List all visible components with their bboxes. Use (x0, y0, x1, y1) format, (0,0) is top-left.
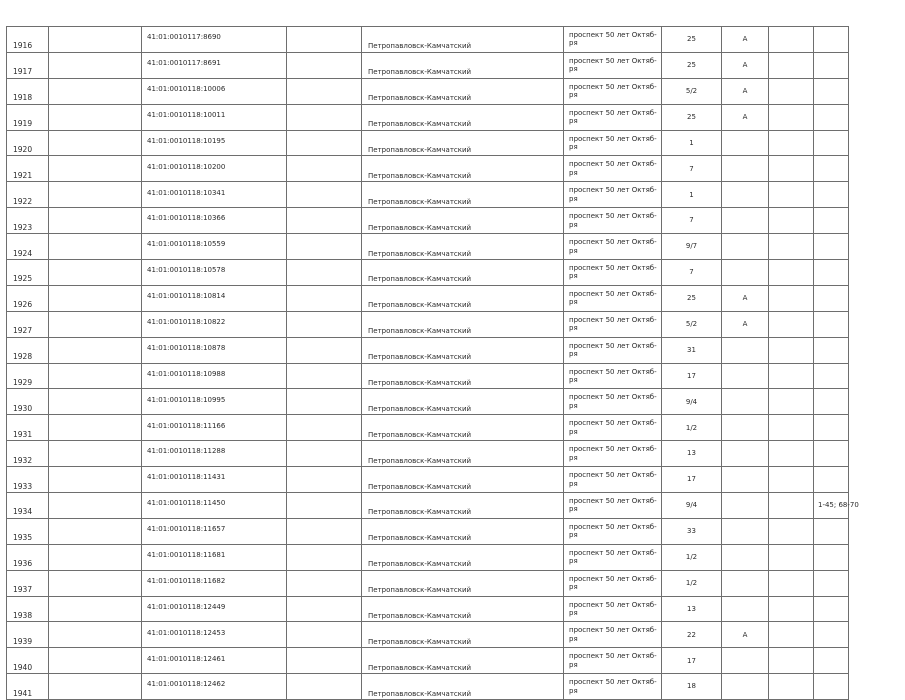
street-name: проспект 50 лет Октяб-ря (564, 674, 662, 700)
row-number: 1921 (7, 156, 49, 182)
empty-cell (769, 234, 814, 260)
apartment-range (814, 260, 849, 286)
scanned-register-page (6, 26, 859, 700)
table-row (7, 363, 849, 389)
empty-cell (49, 52, 142, 78)
cadastral-number: 41:01:0010118:10878 (142, 337, 287, 363)
row-number: 1932 (7, 441, 49, 467)
apartment-range (814, 389, 849, 415)
apartment-range (814, 337, 849, 363)
empty-cell (49, 285, 142, 311)
street-name: проспект 50 лет Октяб-ря (564, 441, 662, 467)
street-name: проспект 50 лет Октяб-ря (564, 544, 662, 570)
street-name: проспект 50 лет Октяб-ря (564, 78, 662, 104)
house-number: 7 (662, 208, 722, 234)
city-name: Петропавловск-Камчатский (362, 467, 564, 493)
empty-cell (769, 78, 814, 104)
empty-cell (769, 285, 814, 311)
house-number: 5/2 (662, 311, 722, 337)
table-row (7, 234, 849, 260)
city-name: Петропавловск-Камчатский (362, 130, 564, 156)
house-letter (722, 130, 769, 156)
cadastral-number: 41:01:0010118:10006 (142, 78, 287, 104)
table-row (7, 544, 849, 570)
table-row (7, 674, 849, 700)
row-number: 1934 (7, 493, 49, 519)
cadastral-number: 41:01:0010118:12462 (142, 674, 287, 700)
city-name: Петропавловск-Камчатский (362, 285, 564, 311)
city-name: Петропавловск-Камчатский (362, 260, 564, 286)
empty-cell (287, 648, 362, 674)
house-number: 25 (662, 27, 722, 53)
empty-cell (769, 156, 814, 182)
apartment-range (814, 104, 849, 130)
apartment-range (814, 674, 849, 700)
house-letter (722, 441, 769, 467)
city-name: Петропавловск-Камчатский (362, 27, 564, 53)
empty-cell (49, 311, 142, 337)
apartment-range (814, 52, 849, 78)
apartment-range (814, 78, 849, 104)
row-number: 1925 (7, 260, 49, 286)
house-number: 25 (662, 104, 722, 130)
empty-cell (49, 260, 142, 286)
cadastral-number: 41:01:0010118:10366 (142, 208, 287, 234)
house-letter (722, 467, 769, 493)
cadastral-register-table (6, 26, 859, 700)
row-number: 1919 (7, 104, 49, 130)
house-number: 1/2 (662, 415, 722, 441)
empty-cell (769, 415, 814, 441)
house-letter: А (722, 27, 769, 53)
city-name: Петропавловск-Камчатский (362, 518, 564, 544)
empty-cell (49, 389, 142, 415)
empty-cell (287, 104, 362, 130)
house-letter (722, 415, 769, 441)
house-letter (722, 570, 769, 596)
empty-cell (287, 415, 362, 441)
street-name: проспект 50 лет Октяб-ря (564, 260, 662, 286)
empty-cell (49, 208, 142, 234)
table-row (7, 311, 849, 337)
table-row (7, 52, 849, 78)
cadastral-number: 41:01:0010118:11681 (142, 544, 287, 570)
table-row (7, 518, 849, 544)
row-number: 1922 (7, 182, 49, 208)
cadastral-number: 41:01:0010118:10011 (142, 104, 287, 130)
apartment-range (814, 622, 849, 648)
row-number: 1916 (7, 27, 49, 53)
street-name: проспект 50 лет Октяб-ря (564, 234, 662, 260)
house-number: 17 (662, 467, 722, 493)
empty-cell (49, 156, 142, 182)
empty-cell (769, 104, 814, 130)
street-name: проспект 50 лет Октяб-ря (564, 130, 662, 156)
house-number: 1 (662, 182, 722, 208)
apartment-range (814, 311, 849, 337)
house-number: 7 (662, 156, 722, 182)
empty-cell (49, 234, 142, 260)
row-number: 1940 (7, 648, 49, 674)
row-number: 1920 (7, 130, 49, 156)
row-number: 1931 (7, 415, 49, 441)
table-row (7, 467, 849, 493)
empty-cell (287, 52, 362, 78)
house-number: 7 (662, 260, 722, 286)
house-number: 5/2 (662, 78, 722, 104)
city-name: Петропавловск-Камчатский (362, 415, 564, 441)
row-number: 1933 (7, 467, 49, 493)
house-letter: А (722, 285, 769, 311)
street-name: проспект 50 лет Октяб-ря (564, 570, 662, 596)
cadastral-number: 41:01:0010118:10200 (142, 156, 287, 182)
city-name: Петропавловск-Камчатский (362, 596, 564, 622)
apartment-range (814, 544, 849, 570)
street-name: проспект 50 лет Октяб-ря (564, 518, 662, 544)
empty-cell (287, 363, 362, 389)
empty-cell (49, 27, 142, 53)
row-number: 1917 (7, 52, 49, 78)
apartment-range (814, 156, 849, 182)
cadastral-number: 41:01:0010118:10995 (142, 389, 287, 415)
cadastral-number: 41:01:0010118:11166 (142, 415, 287, 441)
empty-cell (287, 234, 362, 260)
house-letter (722, 648, 769, 674)
house-letter (722, 544, 769, 570)
city-name: Петропавловск-Камчатский (362, 104, 564, 130)
cadastral-number: 41:01:0010118:10341 (142, 182, 287, 208)
house-letter (722, 260, 769, 286)
table-row (7, 622, 849, 648)
empty-cell (769, 596, 814, 622)
table-row (7, 648, 849, 674)
city-name: Петропавловск-Камчатский (362, 441, 564, 467)
cadastral-number: 41:01:0010118:11682 (142, 570, 287, 596)
row-number: 1928 (7, 337, 49, 363)
apartment-range (814, 570, 849, 596)
house-letter (722, 493, 769, 519)
house-number: 13 (662, 441, 722, 467)
apartment-range (814, 27, 849, 53)
city-name: Петропавловск-Камчатский (362, 622, 564, 648)
apartment-range (814, 596, 849, 622)
table-row (7, 104, 849, 130)
row-number: 1939 (7, 622, 49, 648)
empty-cell (769, 622, 814, 648)
house-letter: А (722, 52, 769, 78)
empty-cell (769, 52, 814, 78)
house-number: 31 (662, 337, 722, 363)
house-number: 17 (662, 648, 722, 674)
street-name: проспект 50 лет Октяб-ря (564, 648, 662, 674)
table-row (7, 182, 849, 208)
street-name: проспект 50 лет Октяб-ря (564, 467, 662, 493)
table-row (7, 130, 849, 156)
house-number: 17 (662, 363, 722, 389)
street-name: проспект 50 лет Октяб-ря (564, 389, 662, 415)
house-number: 18 (662, 674, 722, 700)
apartment-range (814, 182, 849, 208)
house-number: 1/2 (662, 544, 722, 570)
city-name: Петропавловск-Камчатский (362, 182, 564, 208)
empty-cell (287, 622, 362, 648)
house-letter: А (722, 104, 769, 130)
house-number: 1/2 (662, 570, 722, 596)
city-name: Петропавловск-Камчатский (362, 570, 564, 596)
empty-cell (49, 544, 142, 570)
table-row (7, 156, 849, 182)
apartment-range (814, 130, 849, 156)
house-number: 22 (662, 622, 722, 648)
empty-cell (287, 311, 362, 337)
empty-cell (769, 337, 814, 363)
cadastral-number: 41:01:0010117:8691 (142, 52, 287, 78)
row-number: 1918 (7, 78, 49, 104)
street-name: проспект 50 лет Октяб-ря (564, 285, 662, 311)
row-number: 1930 (7, 389, 49, 415)
empty-cell (287, 389, 362, 415)
table-row (7, 596, 849, 622)
city-name: Петропавловск-Камчатский (362, 311, 564, 337)
empty-cell (49, 518, 142, 544)
empty-cell (49, 337, 142, 363)
house-letter (722, 182, 769, 208)
street-name: проспект 50 лет Октяб-ря (564, 182, 662, 208)
city-name: Петропавловск-Камчатский (362, 208, 564, 234)
empty-cell (287, 570, 362, 596)
house-letter (722, 234, 769, 260)
empty-cell (49, 441, 142, 467)
cadastral-number: 41:01:0010118:10988 (142, 363, 287, 389)
empty-cell (769, 389, 814, 415)
empty-cell (769, 674, 814, 700)
empty-cell (287, 544, 362, 570)
empty-cell (769, 130, 814, 156)
apartment-range (814, 363, 849, 389)
house-letter (722, 389, 769, 415)
house-letter (722, 363, 769, 389)
empty-cell (49, 596, 142, 622)
house-letter (722, 518, 769, 544)
table-body (7, 27, 859, 700)
empty-cell (49, 622, 142, 648)
house-number: 33 (662, 518, 722, 544)
house-number: 25 (662, 285, 722, 311)
house-letter (722, 674, 769, 700)
row-number: 1927 (7, 311, 49, 337)
house-number: 9/4 (662, 493, 722, 519)
cadastral-number: 41:01:0010118:10822 (142, 311, 287, 337)
house-number: 25 (662, 52, 722, 78)
empty-cell (49, 493, 142, 519)
apartment-range (814, 441, 849, 467)
city-name: Петропавловск-Камчатский (362, 337, 564, 363)
table-row (7, 493, 849, 519)
house-letter: А (722, 622, 769, 648)
empty-cell (49, 182, 142, 208)
city-name: Петропавловск-Камчатский (362, 52, 564, 78)
row-number: 1923 (7, 208, 49, 234)
empty-cell (769, 182, 814, 208)
empty-cell (287, 337, 362, 363)
empty-cell (287, 467, 362, 493)
empty-cell (769, 363, 814, 389)
empty-cell (49, 570, 142, 596)
city-name: Петропавловск-Камчатский (362, 156, 564, 182)
empty-cell (49, 104, 142, 130)
house-number: 1 (662, 130, 722, 156)
row-number: 1941 (7, 674, 49, 700)
apartment-range (814, 648, 849, 674)
city-name: Петропавловск-Камчатский (362, 389, 564, 415)
empty-cell (287, 78, 362, 104)
empty-cell (287, 260, 362, 286)
street-name: проспект 50 лет Октяб-ря (564, 337, 662, 363)
empty-cell (49, 130, 142, 156)
cadastral-number: 41:01:0010118:10195 (142, 130, 287, 156)
house-number: 13 (662, 596, 722, 622)
apartment-range (814, 415, 849, 441)
row-number: 1924 (7, 234, 49, 260)
empty-cell (287, 285, 362, 311)
house-letter (722, 208, 769, 234)
empty-cell (769, 27, 814, 53)
city-name: Петропавловск-Камчатский (362, 234, 564, 260)
empty-cell (769, 518, 814, 544)
city-name: Петропавловск-Камчатский (362, 78, 564, 104)
empty-cell (49, 648, 142, 674)
cadastral-number: 41:01:0010118:12461 (142, 648, 287, 674)
city-name: Петропавловск-Камчатский (362, 363, 564, 389)
row-number: 1929 (7, 363, 49, 389)
cadastral-number: 41:01:0010118:11431 (142, 467, 287, 493)
table-row (7, 337, 849, 363)
cadastral-number: 41:01:0010118:10559 (142, 234, 287, 260)
empty-cell (49, 674, 142, 700)
house-letter (722, 156, 769, 182)
empty-cell (769, 493, 814, 519)
table-row (7, 27, 849, 53)
apartment-range (814, 518, 849, 544)
empty-cell (49, 363, 142, 389)
table-row (7, 78, 849, 104)
cadastral-number: 41:01:0010118:11288 (142, 441, 287, 467)
empty-cell (287, 130, 362, 156)
row-number: 1935 (7, 518, 49, 544)
empty-cell (769, 648, 814, 674)
table-row (7, 260, 849, 286)
cadastral-number: 41:01:0010118:11657 (142, 518, 287, 544)
street-name: проспект 50 лет Октяб-ря (564, 27, 662, 53)
empty-cell (287, 208, 362, 234)
street-name: проспект 50 лет Октяб-ря (564, 622, 662, 648)
table-row (7, 441, 849, 467)
row-number: 1937 (7, 570, 49, 596)
apartment-range (814, 234, 849, 260)
house-letter: А (722, 311, 769, 337)
table-row (7, 415, 849, 441)
street-name: проспект 50 лет Октяб-ря (564, 415, 662, 441)
empty-cell (287, 596, 362, 622)
empty-cell (49, 78, 142, 104)
empty-cell (769, 311, 814, 337)
empty-cell (287, 156, 362, 182)
empty-cell (287, 182, 362, 208)
house-letter (722, 337, 769, 363)
street-name: проспект 50 лет Октяб-ря (564, 493, 662, 519)
empty-cell (49, 415, 142, 441)
row-number: 1926 (7, 285, 49, 311)
empty-cell (287, 27, 362, 53)
cadastral-number: 41:01:0010118:12453 (142, 622, 287, 648)
empty-cell (49, 467, 142, 493)
cadastral-number: 41:01:0010118:12449 (142, 596, 287, 622)
empty-cell (769, 260, 814, 286)
table-row (7, 570, 849, 596)
cadastral-number: 41:01:0010118:10578 (142, 260, 287, 286)
street-name: проспект 50 лет Октяб-ря (564, 52, 662, 78)
city-name: Петропавловск-Камчатский (362, 674, 564, 700)
city-name: Петропавловск-Камчатский (362, 544, 564, 570)
house-number: 9/7 (662, 234, 722, 260)
street-name: проспект 50 лет Октяб-ря (564, 363, 662, 389)
table-row (7, 389, 849, 415)
empty-cell (287, 674, 362, 700)
empty-cell (769, 544, 814, 570)
apartment-range: 1-45; 68-70 (814, 493, 849, 519)
row-number: 1936 (7, 544, 49, 570)
house-letter (722, 596, 769, 622)
empty-cell (769, 441, 814, 467)
street-name: проспект 50 лет Октяб-ря (564, 156, 662, 182)
street-name: проспект 50 лет Октяб-ря (564, 104, 662, 130)
apartment-range (814, 467, 849, 493)
street-name: проспект 50 лет Октяб-ря (564, 311, 662, 337)
city-name: Петропавловск-Камчатский (362, 493, 564, 519)
street-name: проспект 50 лет Октяб-ря (564, 208, 662, 234)
table-row (7, 208, 849, 234)
empty-cell (769, 467, 814, 493)
row-number: 1938 (7, 596, 49, 622)
empty-cell (769, 570, 814, 596)
empty-cell (287, 493, 362, 519)
street-name: проспект 50 лет Октяб-ря (564, 596, 662, 622)
apartment-range (814, 285, 849, 311)
cadastral-number: 41:01:0010117:8690 (142, 27, 287, 53)
cadastral-number: 41:01:0010118:10814 (142, 285, 287, 311)
empty-cell (769, 208, 814, 234)
apartment-range (814, 208, 849, 234)
cadastral-number: 41:01:0010118:11450 (142, 493, 287, 519)
city-name: Петропавловск-Камчатский (362, 648, 564, 674)
house-number: 9/4 (662, 389, 722, 415)
empty-cell (287, 518, 362, 544)
house-letter: А (722, 78, 769, 104)
table-row (7, 285, 849, 311)
empty-cell (287, 441, 362, 467)
